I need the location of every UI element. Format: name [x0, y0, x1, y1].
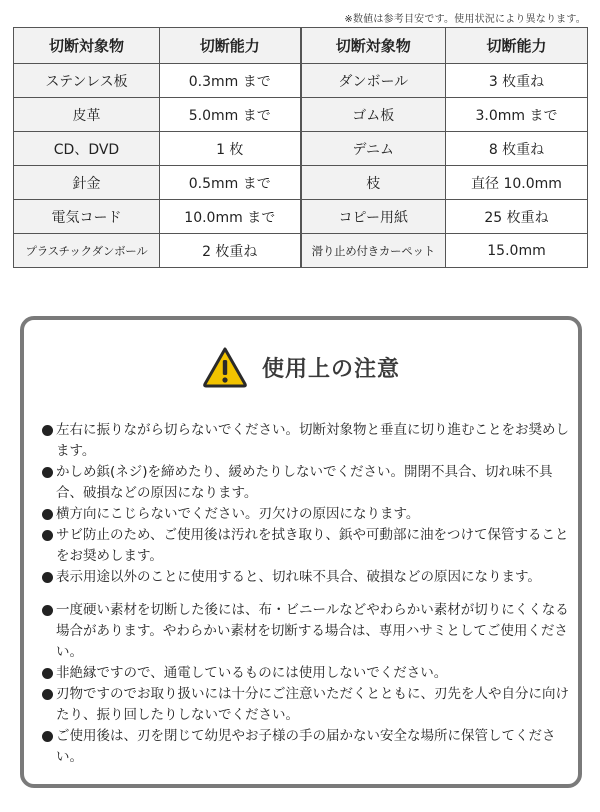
table-cell-capacity: 直径 10.0mm — [446, 166, 588, 200]
header-object-2: 切断対象物 — [301, 28, 446, 64]
table-cell-capacity: 0.3mm まで — [160, 64, 301, 98]
table-cell-object: コピー用紙 — [301, 200, 446, 234]
bullet-icon — [42, 530, 53, 541]
table-cell-object: ダンボール — [301, 64, 446, 98]
table-row — [14, 200, 588, 234]
table-cell-capacity: 25 枚重ね — [446, 200, 588, 234]
disclaimer-note: ※数値は参考目安です。使用状況により異なります。 — [344, 14, 586, 25]
table-cell-object: デニム — [301, 132, 446, 166]
table-row — [14, 234, 588, 268]
list-item: 左右に振りながら切らないでください。切断対象物と垂直に切り進むことをお奨めします。 — [42, 420, 570, 462]
bullet-icon — [42, 467, 53, 478]
caution-list-1 — [42, 420, 570, 588]
bullet-icon — [42, 668, 53, 679]
table-row — [14, 132, 588, 166]
table-cell-object: 電気コード — [14, 200, 160, 234]
table-cell-object: 皮革 — [14, 98, 160, 132]
cutting-capacity-table — [13, 27, 588, 268]
caution-box — [20, 316, 582, 788]
table-cell-capacity: 2 枚重ね — [160, 234, 301, 268]
header-capacity-1: 切断能力 — [160, 28, 301, 64]
table-cell-capacity: 8 枚重ね — [446, 132, 588, 166]
table-cell-capacity: 10.0mm まで — [160, 200, 301, 234]
table-cell-capacity: 0.5mm まで — [160, 166, 301, 200]
table-cell-object: ステンレス板 — [14, 64, 160, 98]
list-item: 一度硬い素材を切断した後には、布・ビニールなどやわらかい素材が切りにくくなる場合があります。やわらかい素材を切断する場合は、専用ハサミとしてご使用ください。 — [42, 600, 570, 663]
table-header-row — [14, 28, 588, 64]
caution-list-2 — [42, 600, 570, 768]
table-cell-capacity: 1 枚 — [160, 132, 301, 166]
table-cell-object: 枝 — [301, 166, 446, 200]
bullet-icon — [42, 605, 53, 616]
table-cell-object: CD、DVD — [14, 132, 160, 166]
table-cell-object: 針金 — [14, 166, 160, 200]
list-item: 刃物ですのでお取り扱いには十分にご注意いただくとともに、刃先を人や自分に向けたり、振り回したりしないでください。 — [42, 684, 570, 726]
list-item: 非絶縁ですので、通電しているものには使用しないでください。 — [42, 663, 570, 684]
table-cell-capacity: 15.0mm — [446, 234, 588, 268]
warning-triangle-icon — [202, 346, 248, 388]
table-cell-capacity: 3 枚重ね — [446, 64, 588, 98]
list-item: サビ防止のため、ご使用後は汚れを拭き取り、鋲や可動部に油をつけて保管することをお奨めします。 — [42, 525, 570, 567]
header-object-1: 切断対象物 — [14, 28, 160, 64]
table-cell-object: ゴム板 — [301, 98, 446, 132]
bullet-icon — [42, 689, 53, 700]
bullet-icon — [42, 509, 53, 520]
header-capacity-2: 切断能力 — [446, 28, 588, 64]
bullet-icon — [42, 425, 53, 436]
table-row — [14, 98, 588, 132]
table-cell-capacity: 5.0mm まで — [160, 98, 301, 132]
list-item: 横方向にこじらないでください。刃欠けの原因になります。 — [42, 504, 570, 525]
table-row — [14, 64, 588, 98]
caution-header — [24, 346, 578, 388]
bullet-icon — [42, 731, 53, 742]
list-item: かしめ鋲(ネジ)を締めたり、緩めたりしないでください。開閉不具合、切れ味不具合、破損などの原因になります。 — [42, 462, 570, 504]
list-item: 表示用途以外のことに使用すると、切れ味不具合、破損などの原因になります。 — [42, 567, 570, 588]
list-item: ご使用後は、刃を閉じて幼児やお子様の手の届かない安全な場所に保管してください。 — [42, 726, 570, 768]
caution-title: 使用上の注意 — [261, 356, 400, 382]
table-cell-object: プラスチックダンボール — [14, 234, 160, 268]
bullet-icon — [42, 572, 53, 583]
table-row — [14, 166, 588, 200]
table-cell-object: 滑り止め付きカーペット — [301, 234, 446, 268]
table-cell-capacity: 3.0mm まで — [446, 98, 588, 132]
